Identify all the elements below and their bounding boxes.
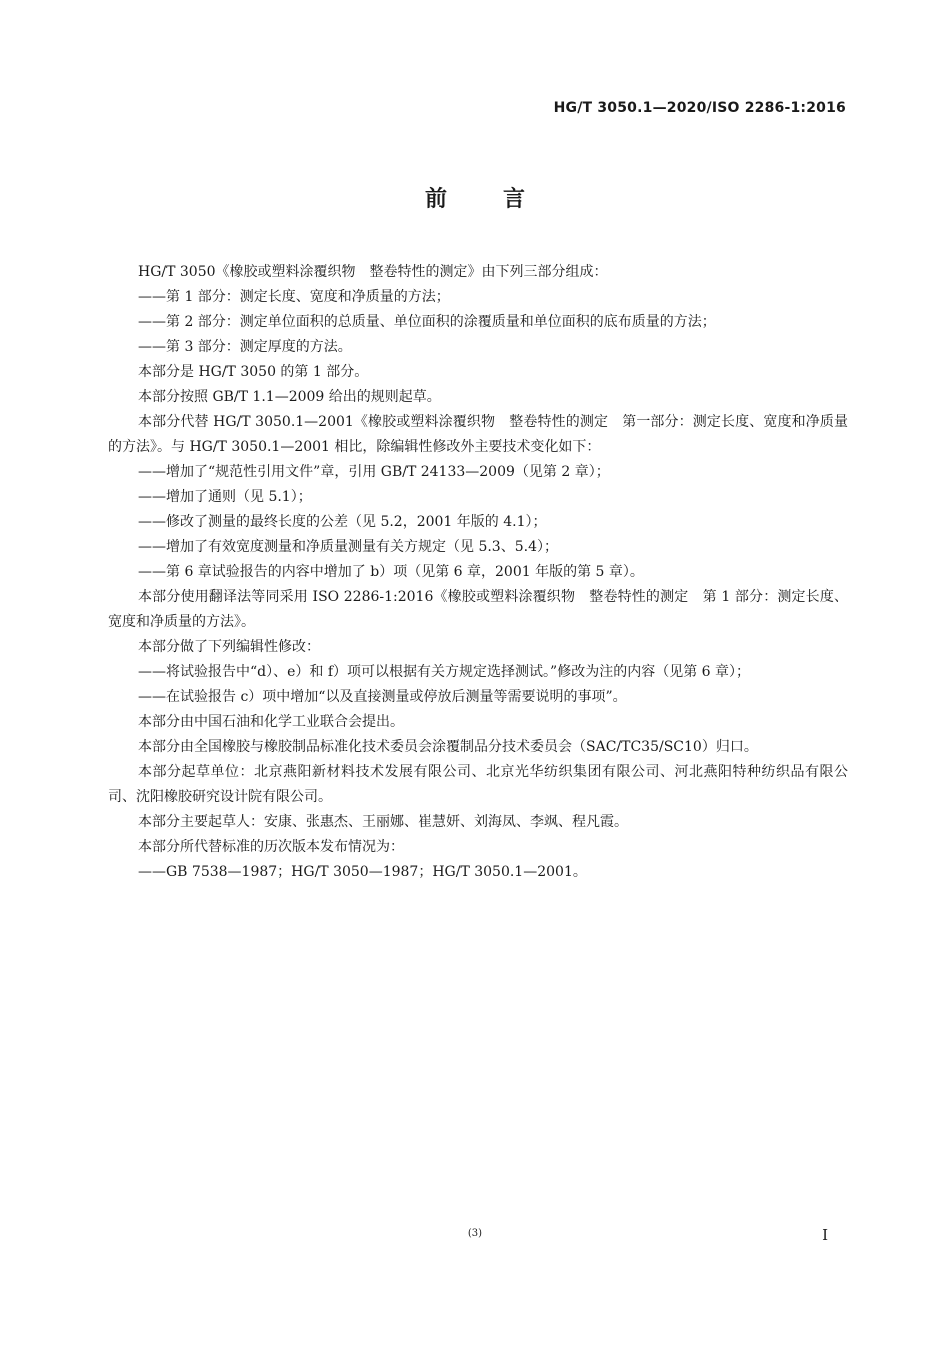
paragraph: 本部分按照 GB/T 1.1—2009 给出的规则起草。 xyxy=(138,389,441,405)
standard-code: HG/T 3050.1—2020/ISO 2286-1:2016 xyxy=(553,100,846,116)
paragraph: 本部分所代替标准的历次版本发布情况为： xyxy=(138,839,404,855)
paragraph: 本部分做了下列编辑性修改： xyxy=(138,639,320,655)
list-item: ——第 1 部分：测定长度、宽度和净质量的方法； xyxy=(138,289,450,305)
list-item: ——第 2 部分：测定单位面积的总质量、单位面积的涂覆质量和单位面积的底布质量的方法； xyxy=(138,314,716,330)
roman-page-number: I xyxy=(822,1226,828,1244)
list-item: ——修改了测量的最终长度的公差（见 5.2，2001 年版的 4.1）； xyxy=(138,514,547,530)
list-item: ——第 3 部分：测定厚度的方法。 xyxy=(138,339,352,355)
paragraph: HG/T 3050《橡胶或塑料涂覆织物 整卷特性的测定》由下列三部分组成： xyxy=(138,264,608,280)
paragraph: 本部分起草单位：北京燕阳新材料技术发展有限公司、北京光华纺织集团有限公司、河北燕阳特种纺织品有限公司、沈阳橡胶研究设计院有限公司。 xyxy=(108,764,848,805)
paragraph: 本部分由全国橡胶与橡胶制品标准化技术委员会涂覆制品分技术委员会（SAC/TC35/SC10）归口。 xyxy=(138,739,758,755)
paragraph: 本部分代替 HG/T 3050.1—2001《橡胶或塑料涂覆织物 整卷特性的测定 第一部分：测定长度、宽度和净质量的方法》。与 HG/T 3050.1—2001 相比，除编辑性修改外主要技术变化如下： xyxy=(108,414,848,455)
list-item: ——增加了有效宽度测量和净质量测量有关方规定（见 5.3、5.4）； xyxy=(138,539,558,555)
list-item: ——GB 7538—1987；HG/T 3050—1987；HG/T 3050.1—2001。 xyxy=(138,864,587,880)
page-title: 前言 xyxy=(424,187,581,212)
paragraph: 本部分使用翻译法等同采用 ISO 2286-1:2016《橡胶或塑料涂覆织物 整卷特性的测定 第 1 部分：测定长度、宽度和净质量的方法》。 xyxy=(108,589,848,630)
list-item: ——增加了通则（见 5.1）； xyxy=(138,489,312,505)
list-item: ——增加了“规范性引用文件”章，引用 GB/T 24133—2009（见第 2 章）； xyxy=(138,464,610,480)
foreword-body xyxy=(108,260,848,885)
list-item: ——在试验报告 c）项中增加“以及直接测量或停放后测量等需要说明的事项”。 xyxy=(138,689,627,705)
paragraph: 本部分由中国石油和化学工业联合会提出。 xyxy=(138,714,404,730)
page-number: (3) xyxy=(467,1228,483,1239)
paragraph: 本部分主要起草人：安康、张惠杰、王丽娜、崔慧妍、刘海凤、李飒、程凡霞。 xyxy=(138,814,628,830)
paragraph: 本部分是 HG/T 3050 的第 1 部分。 xyxy=(138,364,369,380)
list-item: ——第 6 章试验报告的内容中增加了 b）项（见第 6 章，2001 年版的第 5 章）。 xyxy=(138,564,644,580)
list-item: ——将试验报告中“d）、e）和 f）项可以根据有关方规定选择测试。”修改为注的内容（见第 6 章）； xyxy=(138,664,750,680)
